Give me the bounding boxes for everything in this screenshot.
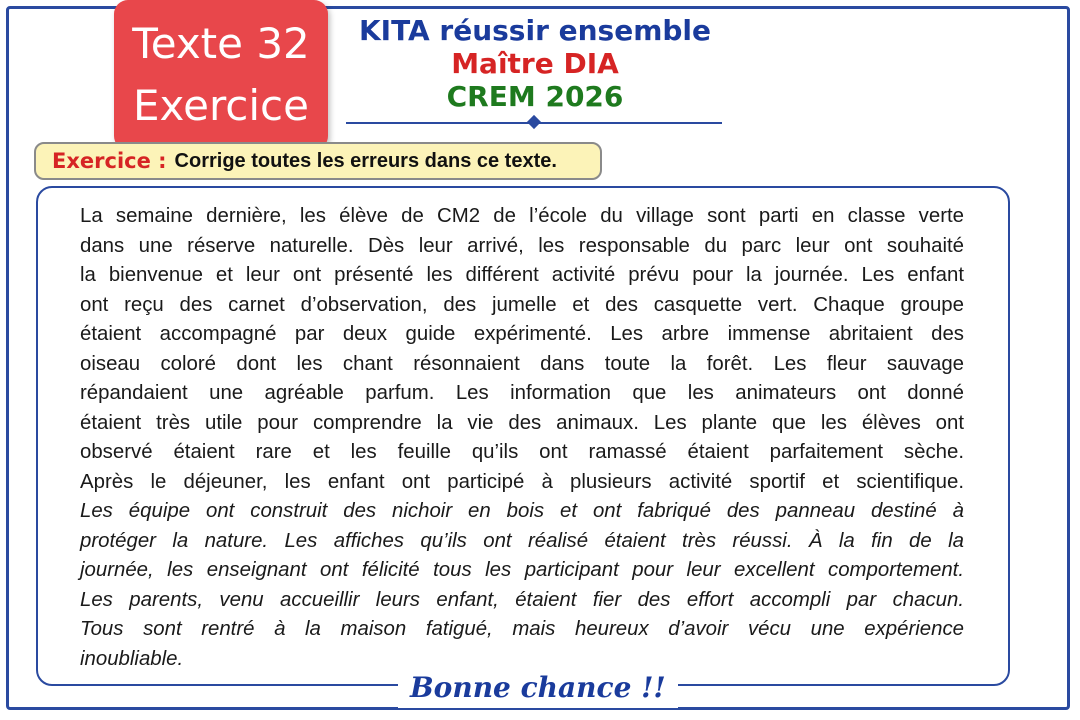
tag-line-2: Exercice (133, 81, 309, 130)
header-exam: CREM 2026 (446, 80, 624, 113)
instruction-label: Exercice : (52, 149, 167, 173)
passage-line: étaient accompagné par deux guide expérimenté. Les arbre immense abritaient des (80, 323, 964, 345)
passage-line: dans une réserve naturelle. Dès leur arrivé, les responsable du parc leur ont souhaité (80, 234, 964, 257)
passage-line: La semaine dernière, les élève de CM2 de l’école du village sont parti en classe verte (80, 205, 964, 227)
good-luck-footer: Bonne chance !! (398, 668, 678, 708)
tag-line-1: Texte 32 (132, 19, 310, 68)
passage-line: journée, les enseignant ont félicité tous les participant pour leur excellent comportement. (80, 559, 964, 581)
passage-line: observé étaient rare et les feuille qu’ils ont ramassé étaient parfaitement sèche. (80, 441, 964, 463)
passage-line: étaient très utile pour comprendre la vie des animaux. Les plante que les élèves ont (80, 411, 964, 434)
passage-line: Les parents, venu accueillir leurs enfant, étaient fier des effort accompli par chacun. (80, 588, 964, 611)
passage-line: protéger la nature. Les affiches qu’ils ont réalisé étaient très réussi. À la fin de la (80, 529, 964, 552)
passage-line: répandaient une agréable parfum. Les information que les animateurs ont donné (80, 382, 964, 404)
exercise-tag (114, 0, 328, 150)
passage-line: ont reçu des carnet d’observation, des jumelle et des casquette vert. Chaque groupe (80, 293, 964, 316)
passage-line: Tous sont rentré à la maison fatigué, mais heureux d’avoir vécu une expérience (80, 618, 964, 640)
passage-line: la bienvenue et leur ont présenté les différent activité prévu pour la journée. Les enfant (80, 264, 964, 286)
instruction-text: Corrige toutes les erreurs dans ce texte. (174, 149, 557, 172)
passage-line: oiseau coloré dont les chant résonnaient dans toute la forêt. Les fleur sauvage (80, 352, 964, 375)
passage-text (80, 202, 964, 674)
header-teacher: Maître DIA (451, 47, 619, 80)
passage-line: Les équipe ont construit des nichoir en bois et ont fabriqué des panneau destiné à (80, 500, 964, 522)
header-block (340, 14, 730, 114)
instruction-banner (34, 142, 602, 180)
header-title: KITA réussir ensemble (358, 14, 712, 47)
passage-line: Après le déjeuner, les enfant ont participé à plusieurs activité sportif et scientifique. (80, 470, 964, 493)
passage-line: inoubliable. (80, 647, 184, 670)
